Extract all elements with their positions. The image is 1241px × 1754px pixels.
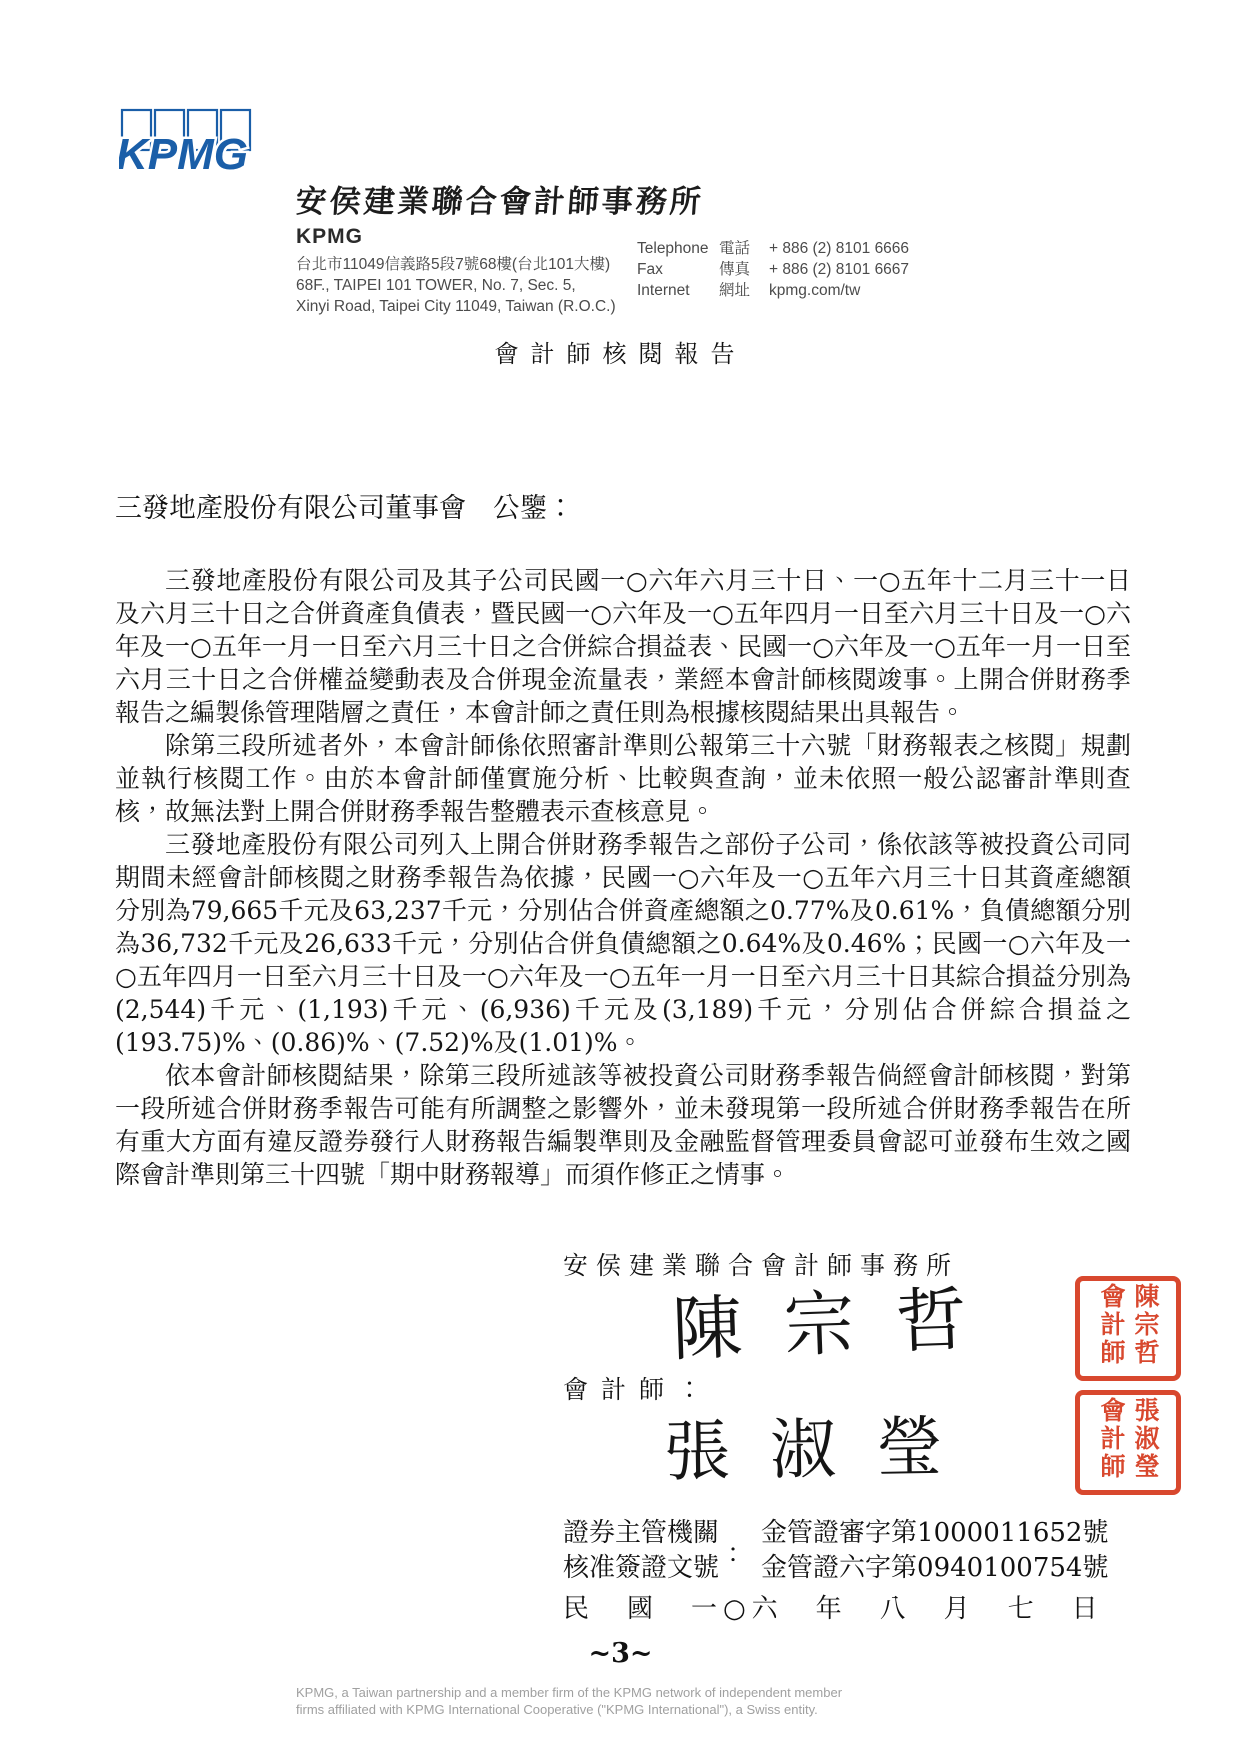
approval-value-1: 金管證審字第1000011652號: [761, 1518, 1109, 1548]
seal-1-title: 會計師: [1097, 1283, 1126, 1367]
fax-value: + 886 (2) 8101 6667: [769, 261, 910, 278]
approval-block: [563, 1516, 1108, 1586]
telephone-label-zh: 電話: [719, 240, 751, 257]
seal-2-name: 張淑瑩: [1131, 1397, 1160, 1481]
firm-name-short: KPMG: [296, 225, 363, 248]
internet-value: kpmg.com/tw: [769, 282, 861, 299]
page-number: ~3~: [588, 1638, 653, 1669]
kpmg-logo-text: KPMG: [119, 130, 248, 176]
fax-label-zh: 傳真: [719, 261, 751, 278]
kpmg-logo-icon: [119, 108, 261, 176]
report-paragraph-3: 三發地產股份有限公司列入上開合併財務季報告之部份子公司，係依該等被投資公司同期間未經會計師核閱之財務季報告為依據，民國一○六年及一○五年六月三十日其資產總額分別為79,665千元及63,237千元，分別佔合併資產總額之0.77%及0.61%，負債總額分別為36,732千元及26,633千元，分別佔合併負債總額之0.64%及0.46%；民國一○六年及一○五年四月一日至六月三十日及一○六年及一○五年一月一日至六月三十日其綜合損益分別為(2,544)千元、(1,193)千元、(6,936)千元及(3,189)千元，分別佔合併綜合損益之(193.75)%、(0.86)%、(7.52)%及(1.01)%。: [115, 830, 1131, 1057]
fax-label-en: Fax: [637, 261, 663, 278]
report-paragraph-4: 依本會計師核閱結果，除第三段所述該等被投資公司財務季報告倘經會計師核閱，對第一段所述合併財務季報告可能有所調整之影響外，並未發現第一段所述合併財務季報告在所有重大方面有違反證券發行人財務報告編製準則及金融監督管理委員會認可並發布生效之國際會計準則第三十四號「期中財務報導」而須作修正之情事。: [115, 1061, 1131, 1189]
report-date: 民 國 一○六 年 八 月 七 日: [563, 1594, 1104, 1624]
firm-name-calligraphy: 安侯建業聯合會計師事務所: [294, 184, 706, 220]
seal-2-title: 會計師: [1097, 1397, 1126, 1481]
report-paragraph-2: 除第三段所述者外，本會計師係依照審計準則公報第三十六號「財務報表之核閱」規劃並執行核閱工作。由於本會計師僅實施分析、比較與查詢，並未依照一般公認審計準則查核，故無法對上開合併財務季報告整體表示查核意見。: [115, 731, 1131, 826]
report-paragraph-1: 三發地產股份有限公司及其子公司民國一○六年六月三十日、一○五年十二月三十一日及六月三十日之合併資產負債表，暨民國一○六年及一○五年四月一日至六月三十日及一○六年及一○五年一月一日至六月三十日之合併綜合損益表、民國一○六年及一○五年一月一日至六月三十日之合併權益變動表及合併現金流量表，業經本會計師核閱竣事。上開合併財務季報告之編製係管理階層之責任，本會計師之責任則為根據核閱結果出具報告。: [115, 566, 1131, 727]
footer-disclaimer: [296, 1684, 842, 1718]
approval-label-2: 核准簽證文號: [563, 1553, 720, 1583]
telephone-label-en: Telephone: [637, 240, 709, 257]
footer-line-1: KPMG, a Taiwan partnership and a member firm of the KPMG network of independent member: [296, 1685, 843, 1700]
contact-block: [637, 238, 909, 301]
report-title: 會計師核閱報告: [494, 340, 747, 368]
cpa-signature-2: 張淑瑩: [663, 1408, 983, 1491]
approval-value-2: 金管證六字第0940100754號: [761, 1553, 1109, 1583]
contact-telephone: [637, 238, 909, 259]
address-line-zh: 台北市11049信義路5段7號68樓(台北101大樓): [296, 256, 611, 273]
seal-1-name: 陳宗哲: [1131, 1283, 1160, 1367]
closing-firm-name: 安侯建業聯合會計師事務所: [563, 1251, 960, 1280]
address-line-en-2: Xinyi Road, Taipei City 11049, Taiwan (R.O.C.): [296, 298, 616, 315]
cpa-seal-1: [1075, 1276, 1181, 1381]
footer-line-2: firms affiliated with KPMG International Cooperative ("KPMG International"), a Swiss entity.: [296, 1702, 818, 1717]
cpa-label: 會計師：: [563, 1375, 716, 1404]
internet-label-en: Internet: [637, 282, 690, 299]
cpa-signature-1: 陳宗哲: [670, 1277, 1010, 1371]
approval-label-1: 證券主管機關: [563, 1518, 720, 1548]
internet-label-zh: 網址: [719, 282, 751, 299]
cpa-seal-2: [1075, 1390, 1181, 1495]
kpmg-logo: [119, 108, 261, 180]
addressee-line: 三發地產股份有限公司董事會 公鑒：: [115, 493, 574, 524]
address-line-en-1: 68F., TAIPEI 101 TOWER, No. 7, Sec. 5,: [296, 277, 576, 294]
telephone-value: + 886 (2) 8101 6666: [769, 240, 910, 257]
contact-internet: [637, 280, 909, 301]
approval-colon: ：: [727, 1538, 754, 1569]
report-body: [115, 564, 1131, 1191]
contact-fax: [637, 259, 909, 280]
